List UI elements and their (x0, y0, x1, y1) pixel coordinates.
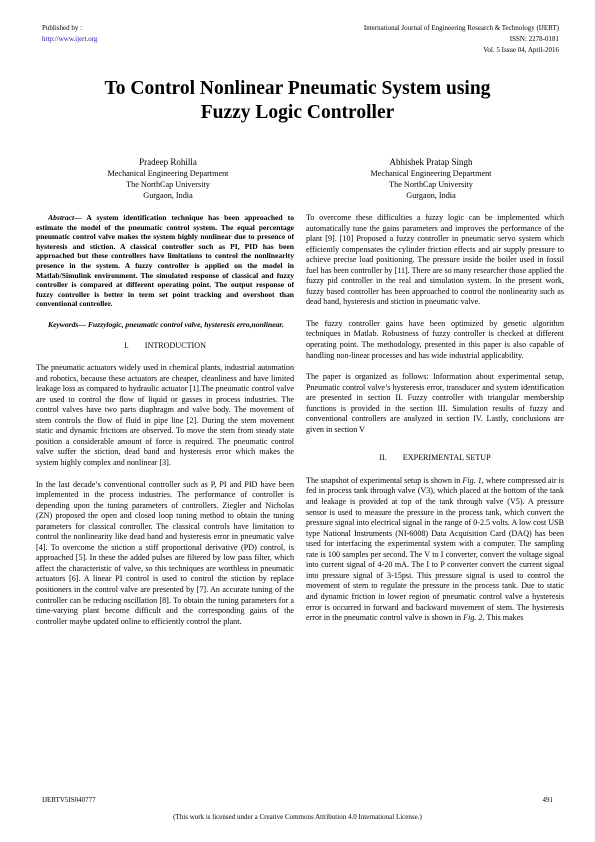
author-university: The NorthCap University (389, 180, 473, 189)
intro-paragraph-3: To overcome these difficulties a fuzzy logic can be implemented which automatically tune the gains parameters and improves the performance of the plant [9]. [10] Proposed a fuzzy controller in pneumatic servo system which efficiently compensates the cylinder friction effects and air supply pressure to achieve precise load positioning. The pressure inside the boiler used in fossil fuel has been controller by [11]. There are so many researcher those applied the fuzzy pid controller in the real and simulation system. In the present work, fuzzy based controller has been approached to control the nonlinearity such as dead band, hysteresis and stiction in pneumatic valve. (306, 213, 564, 307)
section-number: II. (379, 453, 387, 463)
volume-issue: Vol. 5 Issue 04, April-2016 (483, 46, 559, 54)
author-department: Mechanical Engineering Department (107, 169, 229, 178)
section-heading-experimental-setup (306, 453, 564, 464)
keywords-text: — Fuzzylogic, pneumatic control valve, hysteresis erro,nonlinear. (78, 319, 284, 329)
author-name: Pradeep Rohilla (139, 157, 197, 167)
author-block-1 (78, 157, 258, 201)
section-heading-introduction (36, 341, 294, 352)
figure-1-reference: Fig. 1 (462, 475, 482, 485)
left-column (36, 213, 294, 638)
abstract-label: Abstract (48, 213, 75, 222)
abstract (36, 213, 294, 309)
keywords (36, 320, 294, 330)
keywords-label: Keywords (48, 319, 79, 329)
author-location: Gurgaon, India (143, 191, 193, 200)
author-location: Gurgaon, India (406, 191, 456, 200)
author-name: Abhishek Pratap Singh (389, 157, 473, 167)
page-number: 491 (542, 796, 553, 804)
intro-paragraph-1: The pneumatic actuators widely used in chemical plants, industrial automation and robotics, because these actuators are cheaper, cleanliness and have limited leakage loss as compared to hydraulic actuator [1].The pneumatic control valve are used to control the flow of liquid or gasses in process industries. The control valves have two parts diaphragm and valve body. The movement of stem controls the flow of fluid in pipe line [2]. During the stem movement static and dynamic frictions are observed. To move the stem from steady state position a considerable amount of force is required. The pneumatic control valve suffer the stiction, dead band and hysteresis error which makes the system highly complex and nonlinear [3]. (36, 363, 294, 467)
paper-title (30, 77, 565, 125)
section-number: I. (124, 340, 129, 350)
text-run: . This makes (482, 613, 524, 623)
text-run: The snapshot of experimental setup is shown in (306, 475, 463, 485)
paper-id: IJERTV5IS040777 (42, 796, 96, 804)
abstract-text: — A system identification technique has been approached to estimate the model of the pneumatic control system. The equal percentage pneumatic control valve makes the system highly nonlinear due to presence of hysteresis and stiction. A classical controller such as PI, PID has been approached but these controllers have limitations to control the nonlinearity presence in the system. A fuzzy controller is applied on the model in Matlab/Simulink environment. The simulated response of classical and fuzzy controller is compared at different operating point. The output response of fuzzy controller is better in term set point tracking and overshoot than conventional controller. (36, 213, 294, 309)
figure-2-reference: Fig. 2 (463, 613, 483, 623)
author-university: The NorthCap University (126, 180, 210, 189)
experimental-setup-paragraph (306, 476, 564, 624)
intro-paragraph-2: In the last decade’s conventional controller such as P, PI and PID have been implemented in the process industries. The performance of controller is depending upon the tuning parameters of controllers. Ziegler and Nicholas (ZN) proposed the open and closed loop tuning method to obtain the tuning parameters for classical controller. The classical controls have limitation to control the nonlinearity like dead band and hysteresis error in pneumatic valve [4]. To overcome the stiction a stiff proportional derivative (PD) control, is approached [5]. In these the added pulses are filtered by low pass filter, which affect the characteristic of valve, so this techniques are worthless in pneumatic actuators [6]. A linear PI control is used to control the stiction by replace positioners in the control valve are presented by [7]. An accurate tuning of the controller can be reducing oscillation [8]. To obtain the tuning parameters for a time-varying plant become difficult and the corresponding gains of the controller maybe updated online to efficiently control the plant. (36, 479, 294, 626)
intro-paragraph-4: The fuzzy controller gains have been optimized by genetic algorithm techniques in Matlab. Robustness of fuzzy controller is checked at different operating point. The methodology, presented in this paper is also capable of handling non-linear processes and has wide industrial applicability. (306, 318, 564, 360)
section-title: INTRODUCTION (144, 340, 206, 350)
section-title: EXPERIMENTAL SETUP (402, 453, 491, 463)
title-line-1: To Control Nonlinear Pneumatic System using (104, 78, 491, 99)
license-notice: (This work is licensed under a Creative Commons Attribution 4.0 International License.) (173, 813, 422, 821)
title-line-2: Fuzzy Logic Controller (200, 102, 395, 123)
author-block-2 (341, 157, 521, 201)
author-department: Mechanical Engineering Department (370, 169, 492, 178)
journal-url-link[interactable]: http://www.ijert.org (42, 35, 98, 43)
publisher-label: Published by : (42, 24, 83, 32)
right-column (306, 213, 564, 635)
text-run: , where compressed air is fed in process tank through valve (V3), which placed at the bottom of the tank and leakage is provided at top of the tank through valve (V5). A pressure sensor is used to measure the pressure in the process tank, which convert the pressure signal into electrical signal in the range of 0-2.5 volts. A low cost USB type National Instruments (NI-6008) Data Acquisition Card (DAQ) has been used for interfacing the experimental system with a computer. The sampling rate is 100 samples per second. The V to I converter, convert the voltage signal into current signal of 4-20 mA. The I to P converter convert the current signal into pressure signal of 3-15psi. This pressure signal is used to control the movement of stem to regulate the pressure in the process tank. Due to static and dynamic friction in lower region of pneumatic control valve a hysteresis error is occurred in forward and backward movement of stem. The hysteresis error in the pneumatic control valve is shown in (306, 475, 564, 623)
journal-name: International Journal of Engineering Research & Technology (IJERT) (363, 24, 559, 32)
intro-paragraph-5: The paper is organized as follows: Information about experimental setup, Pneumatic control valve’s hysteresis error, transducer and system identification are presented in section II. Fuzzy controller with triangular membership functions is provided in the section III. Simulation results of fuzzy and conventional controllers are analyzed in section IV. Lastly, conclusions are given in section V (306, 372, 564, 434)
issn: ISSN: 2278-0181 (509, 35, 559, 43)
